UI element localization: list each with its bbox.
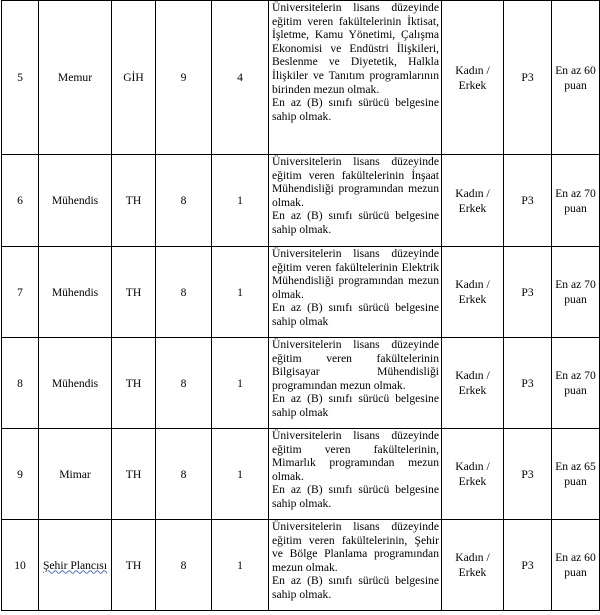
min-score: En az 70 puan [552, 155, 600, 247]
row-number: 9 [2, 429, 39, 520]
table-row [2, 338, 600, 429]
min-score: En az 60 puan [552, 520, 600, 611]
position-count: 4 [212, 1, 269, 155]
requirement-text: Üniversitelerin lisans düzeyinde eğitim veren fakültelerinin Elektrik Mühendisliği programından mezun olmak. [272, 247, 439, 301]
gender: Kadın / Erkek [442, 520, 504, 611]
requirements-cell [269, 338, 442, 429]
requirements-cell [269, 1, 442, 155]
requirement-text: En az (B) sınıfı sürücü belgesine sahip olmak. [272, 96, 439, 123]
requirement-text: En az (B) sınıfı sürücü belgesine sahip olmak. [272, 574, 439, 601]
requirement-text: En az (B) sınıfı sürücü belgesine sahip olmak. [272, 483, 439, 510]
position-title: Mimar [39, 429, 112, 520]
min-score: En az 70 puan [552, 247, 600, 338]
requirement-text: Üniversitelerin lisans düzeyinde eğitim veren fakültelerinin, Mimarlık programından mezun olmak. [272, 429, 439, 483]
position-title: Mühendis [39, 155, 112, 247]
position-title-text: Şehir Plancısı [42, 558, 108, 572]
position-grade: 8 [156, 155, 212, 247]
position-title [39, 520, 112, 611]
position-class: TH [112, 155, 156, 247]
gender: Kadın / Erkek [442, 1, 504, 155]
row-number: 5 [2, 1, 39, 155]
kpss-type: P3 [504, 520, 552, 611]
position-title: Mühendis [39, 247, 112, 338]
position-grade: 9 [156, 1, 212, 155]
position-class: TH [112, 429, 156, 520]
position-grade: 8 [156, 429, 212, 520]
position-title: Mühendis [39, 338, 112, 429]
requirements-cell [269, 247, 442, 338]
requirement-text: En az (B) sınıfı sürücü belgesine sahip olmak [272, 301, 439, 328]
table-row [2, 520, 600, 611]
row-number: 10 [2, 520, 39, 611]
requirement-text: Üniversitelerin lisans düzeyinde eğitim veren fakültelerinin Bilgisayar Mühendisliği programından mezun olmak. [272, 338, 439, 392]
position-count: 1 [212, 429, 269, 520]
requirements-cell [269, 155, 442, 247]
row-number: 7 [2, 247, 39, 338]
requirement-text: Üniversitelerin lisans düzeyinde eğitim veren fakültelerinin, Şehir ve Bölge Planlama programından mezun olmak. [272, 520, 439, 574]
requirement-text: En az (B) sınıfı sürücü belgesine sahip olmak. [272, 209, 439, 236]
gender: Kadın / Erkek [442, 429, 504, 520]
requirements-cell [269, 520, 442, 611]
positions-table [1, 0, 600, 611]
kpss-type: P3 [504, 247, 552, 338]
requirement-text: En az (B) sınıfı sürücü belgesine sahip olmak [272, 392, 439, 419]
min-score: En az 60 puan [552, 1, 600, 155]
position-count: 1 [212, 338, 269, 429]
table-row [2, 1, 600, 155]
position-class: TH [112, 338, 156, 429]
requirement-text: Üniversitelerin lisans düzeyinde eğitim veren fakültelerinin İktisat, İşletme, Kamu Yönetimi, Çalışma Ekonomisi ve Endüstri İlişkileri, Beslenme ve Diyetetik, Halkla İlişkiler ve Tanıtım programlarının birinden mezun olmak. [272, 1, 439, 96]
gender: Kadın / Erkek [442, 338, 504, 429]
kpss-type: P3 [504, 429, 552, 520]
position-grade: 8 [156, 338, 212, 429]
position-count: 1 [212, 155, 269, 247]
gender: Kadın / Erkek [442, 247, 504, 338]
gender: Kadın / Erkek [442, 155, 504, 247]
position-class: TH [112, 247, 156, 338]
position-title: Memur [39, 1, 112, 155]
requirements-cell [269, 429, 442, 520]
kpss-type: P3 [504, 1, 552, 155]
position-class: GİH [112, 1, 156, 155]
position-count: 1 [212, 247, 269, 338]
position-class: TH [112, 520, 156, 611]
position-grade: 8 [156, 520, 212, 611]
table-row [2, 429, 600, 520]
row-number: 8 [2, 338, 39, 429]
requirement-text: Üniversitelerin lisans düzeyinde eğitim veren fakültelerinin İnşaat Mühendisliği programından mezun olmak. [272, 155, 439, 209]
min-score: En az 70 puan [552, 338, 600, 429]
kpss-type: P3 [504, 155, 552, 247]
table-row [2, 247, 600, 338]
kpss-type: P3 [504, 338, 552, 429]
table-row [2, 155, 600, 247]
position-count: 1 [212, 520, 269, 611]
row-number: 6 [2, 155, 39, 247]
position-grade: 8 [156, 247, 212, 338]
min-score: En az 65 puan [552, 429, 600, 520]
